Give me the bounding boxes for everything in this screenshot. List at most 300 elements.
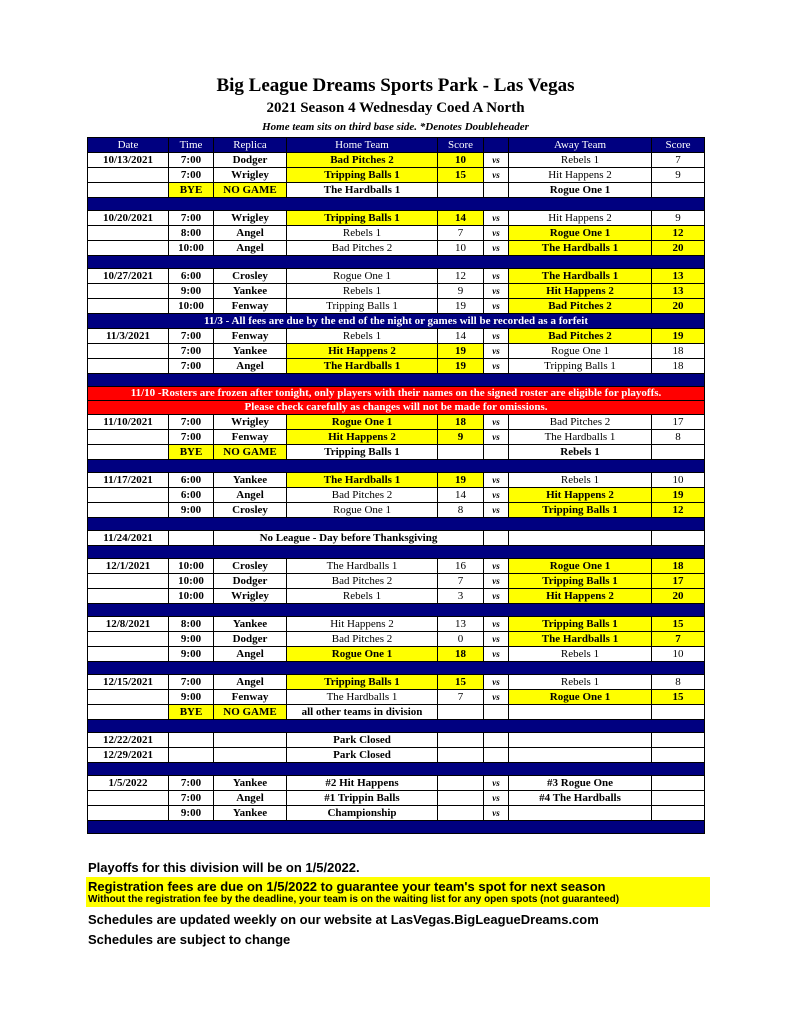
away-team: The Hardballs 1 — [509, 241, 652, 256]
game-date — [88, 344, 169, 359]
table-row — [88, 329, 705, 344]
table-row — [88, 359, 705, 374]
versus: vs — [484, 617, 509, 632]
away-score — [652, 806, 705, 821]
table-row — [88, 284, 705, 299]
home-team: Hit Happens 2 — [287, 617, 438, 632]
home-team: #2 Hit Happens — [287, 776, 438, 791]
section-separator — [88, 821, 705, 834]
separator-cell — [88, 604, 705, 617]
versus: vs — [484, 776, 509, 791]
away-score: 15 — [652, 690, 705, 705]
game-date — [88, 806, 169, 821]
home-score: 7 — [438, 690, 484, 705]
col-header-time: Time — [169, 138, 214, 153]
versus: vs — [484, 359, 509, 374]
game-time: 6:00 — [169, 269, 214, 284]
away-team: Rogue One 1 — [509, 559, 652, 574]
bye-row — [88, 183, 705, 198]
separator-cell — [88, 460, 705, 473]
section-separator — [88, 518, 705, 531]
away-score: 12 — [652, 226, 705, 241]
home-team: Rebels 1 — [287, 226, 438, 241]
away-score: 10 — [652, 473, 705, 488]
game-time: 7:00 — [169, 344, 214, 359]
home-team: Tripping Balls 1 — [287, 168, 438, 183]
versus: vs — [484, 559, 509, 574]
versus: vs — [484, 241, 509, 256]
home-score: 13 — [438, 617, 484, 632]
empty-cell — [438, 748, 484, 763]
separator-cell — [88, 763, 705, 776]
table-row — [88, 488, 705, 503]
away-team — [509, 705, 652, 720]
home-team: Tripping Balls 1 — [287, 445, 438, 460]
home-score: 18 — [438, 415, 484, 430]
page-title: Big League Dreams Sports Park - Las Vegas — [216, 75, 575, 96]
section-separator — [88, 662, 705, 675]
home-score — [438, 806, 484, 821]
empty-cell — [214, 733, 287, 748]
section-separator — [88, 720, 705, 733]
home-team: Bad Pitches 2 — [287, 153, 438, 168]
roster-notice-row — [88, 401, 705, 415]
home-team: Hit Happens 2 — [287, 430, 438, 445]
game-time: 6:00 — [169, 488, 214, 503]
park-closed-text: Park Closed — [287, 733, 438, 748]
separator-cell — [88, 546, 705, 559]
versus — [484, 445, 509, 460]
game-time: 6:00 — [169, 473, 214, 488]
game-time: 8:00 — [169, 617, 214, 632]
versus: vs — [484, 226, 509, 241]
table-row — [88, 589, 705, 604]
field-replica: Fenway — [214, 329, 287, 344]
away-score: 12 — [652, 503, 705, 518]
away-team: Hit Happens 2 — [509, 168, 652, 183]
field-replica: Angel — [214, 675, 287, 690]
away-team: Rogue One 1 — [509, 226, 652, 241]
game-time: 7:00 — [169, 329, 214, 344]
away-team: The Hardballs 1 — [509, 430, 652, 445]
away-score: 17 — [652, 415, 705, 430]
away-score: 13 — [652, 284, 705, 299]
table-row — [88, 269, 705, 284]
game-date: 10/20/2021 — [88, 211, 169, 226]
versus: vs — [484, 299, 509, 314]
versus — [484, 705, 509, 720]
game-date: 10/27/2021 — [88, 269, 169, 284]
away-score: 7 — [652, 153, 705, 168]
bye-row — [88, 705, 705, 720]
game-date — [88, 226, 169, 241]
table-row — [88, 168, 705, 183]
col-header-away-score: Score — [652, 138, 705, 153]
home-team: Bad Pitches 2 — [287, 241, 438, 256]
home-score: 8 — [438, 503, 484, 518]
away-score: 13 — [652, 269, 705, 284]
away-score: 19 — [652, 488, 705, 503]
away-team: The Hardballs 1 — [509, 269, 652, 284]
home-score: 19 — [438, 344, 484, 359]
home-team: Rogue One 1 — [287, 647, 438, 662]
section-separator — [88, 374, 705, 387]
col-header-home-team: Home Team — [287, 138, 438, 153]
away-team: Rebels 1 — [509, 153, 652, 168]
away-team: Hit Happens 2 — [509, 211, 652, 226]
home-team: Rogue One 1 — [287, 415, 438, 430]
game-date: 12/29/2021 — [88, 748, 169, 763]
game-date — [88, 574, 169, 589]
field-replica: Angel — [214, 791, 287, 806]
field-replica: Yankee — [214, 284, 287, 299]
game-date — [88, 299, 169, 314]
home-score: 0 — [438, 632, 484, 647]
empty-cell — [652, 733, 705, 748]
home-team: The Hardballs 1 — [287, 183, 438, 198]
versus: vs — [484, 284, 509, 299]
roster-notice: Please check carefully as changes will not be made for omissions. — [88, 401, 705, 415]
home-score: 9 — [438, 284, 484, 299]
section-separator — [88, 763, 705, 776]
game-time: 7:00 — [169, 168, 214, 183]
section-separator — [88, 460, 705, 473]
away-score: 9 — [652, 211, 705, 226]
versus: vs — [484, 503, 509, 518]
away-score — [652, 791, 705, 806]
game-date — [88, 632, 169, 647]
away-team: The Hardballs 1 — [509, 632, 652, 647]
table-header-row — [88, 138, 705, 153]
separator-cell — [88, 662, 705, 675]
versus: vs — [484, 806, 509, 821]
home-score — [438, 445, 484, 460]
away-score: 9 — [652, 168, 705, 183]
away-score: 18 — [652, 559, 705, 574]
game-date — [88, 488, 169, 503]
game-date — [88, 690, 169, 705]
home-team: The Hardballs 1 — [287, 359, 438, 374]
park-closed-row — [88, 748, 705, 763]
versus: vs — [484, 344, 509, 359]
home-team: Rebels 1 — [287, 589, 438, 604]
home-score: 7 — [438, 574, 484, 589]
table-row — [88, 226, 705, 241]
game-time: 7:00 — [169, 211, 214, 226]
away-team: Rebels 1 — [509, 647, 652, 662]
game-date — [88, 168, 169, 183]
game-time: 8:00 — [169, 226, 214, 241]
home-score: 18 — [438, 647, 484, 662]
away-team: Hit Happens 2 — [509, 284, 652, 299]
game-date — [88, 183, 169, 198]
field-replica: Dodger — [214, 153, 287, 168]
empty-cell — [169, 748, 214, 763]
game-time: 9:00 — [169, 690, 214, 705]
home-team: Hit Happens 2 — [287, 344, 438, 359]
game-time: 7:00 — [169, 359, 214, 374]
playoff-row — [88, 776, 705, 791]
away-score — [652, 705, 705, 720]
game-date: 12/8/2021 — [88, 617, 169, 632]
park-closed-row — [88, 733, 705, 748]
col-header-replica: Replica — [214, 138, 287, 153]
field-replica: Dodger — [214, 632, 287, 647]
away-team: Hit Happens 2 — [509, 589, 652, 604]
no-league-row — [88, 531, 705, 546]
game-date — [88, 791, 169, 806]
field-replica: Angel — [214, 647, 287, 662]
table-row — [88, 241, 705, 256]
table-row — [88, 675, 705, 690]
away-score: 19 — [652, 329, 705, 344]
away-score: 8 — [652, 675, 705, 690]
away-team: Rebels 1 — [509, 473, 652, 488]
table-row — [88, 647, 705, 662]
home-score: 19 — [438, 359, 484, 374]
game-date: 10/13/2021 — [88, 153, 169, 168]
field-replica: Fenway — [214, 690, 287, 705]
roster-notice: 11/10 -Rosters are frozen after tonight, only players with their names on the signed roster are eligible for playoffs. — [88, 387, 705, 401]
versus: vs — [484, 329, 509, 344]
home-score: 10 — [438, 241, 484, 256]
home-team: Tripping Balls 1 — [287, 675, 438, 690]
game-time: 7:00 — [169, 675, 214, 690]
field-replica: Wrigley — [214, 211, 287, 226]
home-score: 14 — [438, 488, 484, 503]
game-time: 9:00 — [169, 806, 214, 821]
game-time: BYE — [169, 705, 214, 720]
game-date: 12/1/2021 — [88, 559, 169, 574]
table-row — [88, 617, 705, 632]
home-score: 16 — [438, 559, 484, 574]
home-score: 14 — [438, 329, 484, 344]
game-time: 7:00 — [169, 415, 214, 430]
versus: vs — [484, 632, 509, 647]
page-subtitle: 2021 Season 4 Wednesday Coed A North — [266, 100, 525, 116]
section-separator — [88, 546, 705, 559]
away-team: Tripping Balls 1 — [509, 617, 652, 632]
table-row — [88, 211, 705, 226]
table-row — [88, 574, 705, 589]
home-score — [438, 705, 484, 720]
website-note: Schedules are updated weekly on our website at LasVegas.BigLeagueDreams.com — [88, 912, 599, 927]
game-date: 12/15/2021 — [88, 675, 169, 690]
versus: vs — [484, 488, 509, 503]
away-team: Rogue One 1 — [509, 690, 652, 705]
home-team: The Hardballs 1 — [287, 690, 438, 705]
away-team: Rebels 1 — [509, 445, 652, 460]
separator-cell — [88, 518, 705, 531]
home-team: Championship — [287, 806, 438, 821]
away-score: 20 — [652, 589, 705, 604]
home-score: 7 — [438, 226, 484, 241]
field-replica: Wrigley — [214, 168, 287, 183]
empty-cell — [484, 748, 509, 763]
game-date: 11/3/2021 — [88, 329, 169, 344]
change-note: Schedules are subject to change — [88, 932, 291, 947]
versus: vs — [484, 791, 509, 806]
table-row — [88, 415, 705, 430]
game-date — [88, 430, 169, 445]
home-score: 10 — [438, 153, 484, 168]
game-date — [88, 589, 169, 604]
game-time: 10:00 — [169, 241, 214, 256]
schedule-body — [88, 153, 705, 834]
game-time: 9:00 — [169, 503, 214, 518]
home-team: Bad Pitches 2 — [287, 632, 438, 647]
field-replica: Yankee — [214, 806, 287, 821]
home-score: 3 — [438, 589, 484, 604]
away-team: Rebels 1 — [509, 675, 652, 690]
game-date — [88, 445, 169, 460]
home-team: Bad Pitches 2 — [287, 574, 438, 589]
playoffs-note: Playoffs for this division will be on 1/5/2022. — [88, 860, 360, 875]
registration-box — [86, 877, 710, 907]
away-team: Tripping Balls 1 — [509, 574, 652, 589]
versus: vs — [484, 211, 509, 226]
empty-cell — [214, 748, 287, 763]
away-score: 20 — [652, 299, 705, 314]
away-team: Hit Happens 2 — [509, 488, 652, 503]
home-team: Tripping Balls 1 — [287, 299, 438, 314]
playoff-row — [88, 806, 705, 821]
field-replica: Fenway — [214, 299, 287, 314]
home-team: #1 Trippin Balls — [287, 791, 438, 806]
game-date — [88, 705, 169, 720]
home-score: 12 — [438, 269, 484, 284]
versus — [484, 183, 509, 198]
game-time: 10:00 — [169, 574, 214, 589]
away-score: 20 — [652, 241, 705, 256]
home-score — [438, 791, 484, 806]
table-row — [88, 473, 705, 488]
game-time: 9:00 — [169, 647, 214, 662]
field-replica: Yankee — [214, 344, 287, 359]
empty-cell — [438, 733, 484, 748]
empty-cell — [484, 733, 509, 748]
home-team: Rebels 1 — [287, 284, 438, 299]
field-replica: Crosley — [214, 269, 287, 284]
game-date: 11/10/2021 — [88, 415, 169, 430]
away-score — [652, 445, 705, 460]
field-replica: Angel — [214, 226, 287, 241]
game-date — [88, 284, 169, 299]
away-team: Rogue One 1 — [509, 344, 652, 359]
versus: vs — [484, 647, 509, 662]
away-score: 8 — [652, 430, 705, 445]
separator-cell — [88, 198, 705, 211]
versus: vs — [484, 473, 509, 488]
away-score: 10 — [652, 647, 705, 662]
game-time: 7:00 — [169, 430, 214, 445]
versus: vs — [484, 589, 509, 604]
empty-cell — [509, 531, 652, 546]
away-team: Tripping Balls 1 — [509, 503, 652, 518]
empty-cell — [652, 531, 705, 546]
section-separator — [88, 604, 705, 617]
home-score: 9 — [438, 430, 484, 445]
versus: vs — [484, 269, 509, 284]
no-league-text: No League - Day before Thanksgiving — [214, 531, 484, 546]
col-header-away-team: Away Team — [509, 138, 652, 153]
empty-cell — [509, 733, 652, 748]
col-header-vs — [484, 138, 509, 153]
park-closed-text: Park Closed — [287, 748, 438, 763]
registration-note: Registration fees are due on 1/5/2022 to guarantee your team's spot for next season — [88, 879, 606, 894]
home-team: The Hardballs 1 — [287, 473, 438, 488]
field-replica: Crosley — [214, 559, 287, 574]
versus: vs — [484, 153, 509, 168]
fee-notice: 11/3 - All fees are due by the end of the night or games will be recorded as a forfeit — [88, 314, 705, 329]
table-row — [88, 632, 705, 647]
section-separator — [88, 198, 705, 211]
table-row — [88, 344, 705, 359]
field-replica: Crosley — [214, 503, 287, 518]
versus: vs — [484, 690, 509, 705]
home-score: 19 — [438, 299, 484, 314]
home-score — [438, 183, 484, 198]
separator-cell — [88, 821, 705, 834]
game-time: 10:00 — [169, 589, 214, 604]
field-replica: Yankee — [214, 473, 287, 488]
versus: vs — [484, 675, 509, 690]
field-replica: Wrigley — [214, 589, 287, 604]
away-team: Tripping Balls 1 — [509, 359, 652, 374]
field-replica: Angel — [214, 241, 287, 256]
away-team: Rogue One 1 — [509, 183, 652, 198]
field-replica: NO GAME — [214, 705, 287, 720]
away-team: #3 Rogue One — [509, 776, 652, 791]
table-row — [88, 153, 705, 168]
roster-notice-row — [88, 387, 705, 401]
game-time: 9:00 — [169, 632, 214, 647]
empty-cell — [484, 531, 509, 546]
game-date — [88, 647, 169, 662]
away-score — [652, 183, 705, 198]
away-score: 18 — [652, 344, 705, 359]
col-header-home-score: Score — [438, 138, 484, 153]
home-score: 15 — [438, 675, 484, 690]
versus: vs — [484, 415, 509, 430]
away-score: 17 — [652, 574, 705, 589]
home-team: Rogue One 1 — [287, 269, 438, 284]
table-row — [88, 559, 705, 574]
table-row — [88, 430, 705, 445]
home-team: Rebels 1 — [287, 329, 438, 344]
empty-cell — [169, 733, 214, 748]
field-replica: Angel — [214, 488, 287, 503]
home-team: The Hardballs 1 — [287, 559, 438, 574]
home-score — [438, 776, 484, 791]
field-replica: NO GAME — [214, 183, 287, 198]
away-team: Bad Pitches 2 — [509, 415, 652, 430]
bye-row — [88, 445, 705, 460]
game-time: 10:00 — [169, 559, 214, 574]
home-score: 19 — [438, 473, 484, 488]
game-time: 7:00 — [169, 776, 214, 791]
away-score: 15 — [652, 617, 705, 632]
field-replica: Dodger — [214, 574, 287, 589]
table-row — [88, 299, 705, 314]
field-replica: Fenway — [214, 430, 287, 445]
home-team: Bad Pitches 2 — [287, 488, 438, 503]
game-date: 1/5/2022 — [88, 776, 169, 791]
versus: vs — [484, 430, 509, 445]
table-row — [88, 503, 705, 518]
table-row — [88, 690, 705, 705]
separator-cell — [88, 374, 705, 387]
